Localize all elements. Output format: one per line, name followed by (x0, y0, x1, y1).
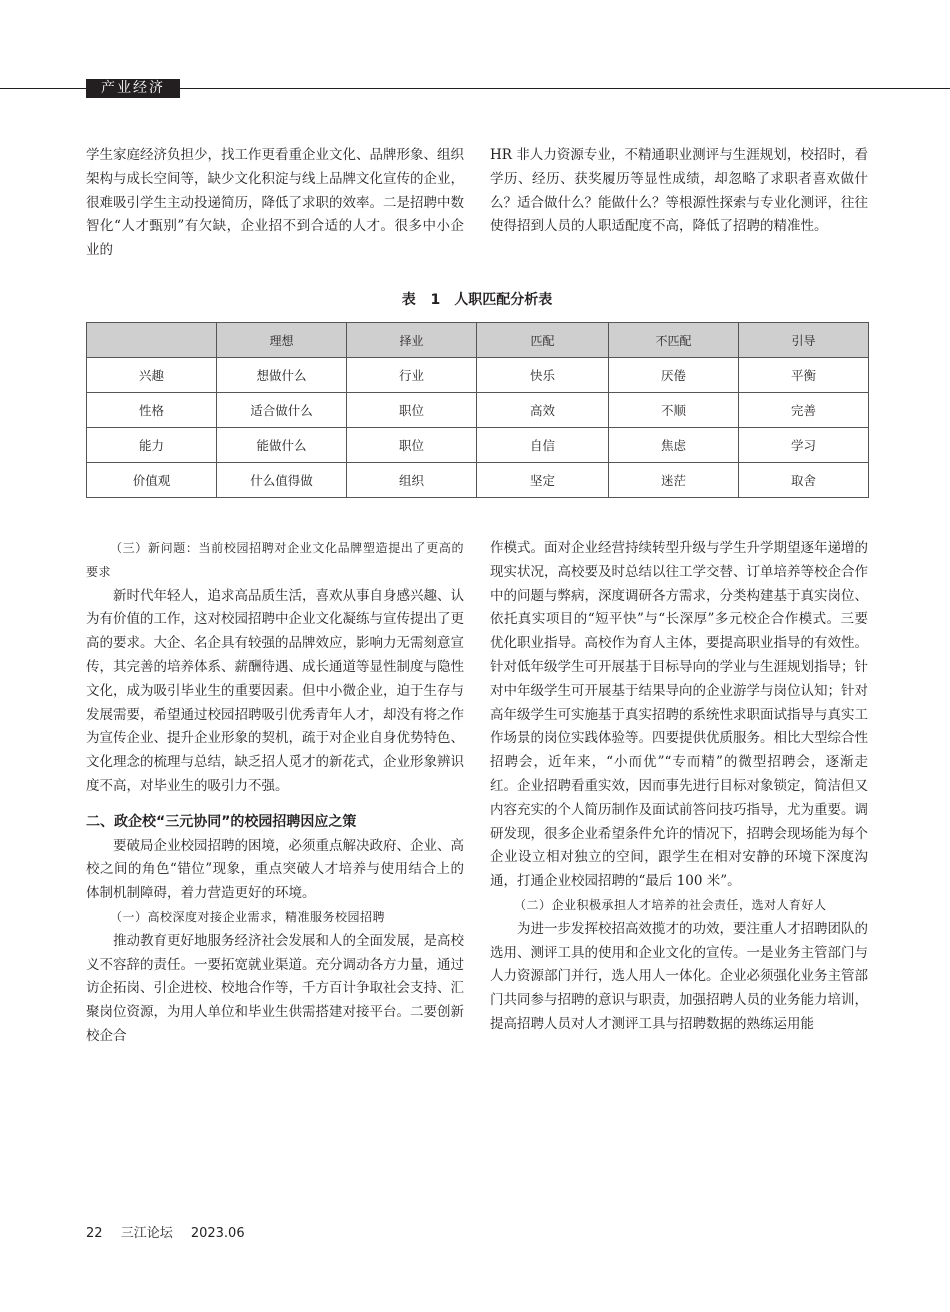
table-cell: 学习 (739, 428, 869, 463)
table-cell: 能力 (87, 428, 217, 463)
subsection-heading: （一）高校深度对接企业需求，精准服务校园招聘 (110, 909, 386, 924)
paragraph: 要破局企业校园招聘的困境，必须重点解决政府、企业、高校之间的角色“错位”现象，重点突破人才培养与使用结合上的体制机制障碍，着力营造更好的环境。 (86, 837, 464, 902)
job-fit-table (86, 322, 869, 498)
table-cell: 不顺 (609, 393, 739, 428)
table-row (87, 393, 869, 428)
paragraph: 推动教育更好地服务经济社会发展和人的全面发展，是高校义不容辞的责任。一要拓宽就业渠道。充分调动各方力量，通过访企拓岗、引企进校、校地合作等，千方百计争取社会支持、汇聚岗位资源，为用人单位和毕业生供需搭建对接平台。二要创新校企合 (86, 932, 464, 1044)
table-cell: 职位 (347, 428, 477, 463)
section-tag: 产业经济 (86, 79, 180, 98)
section-heading: 二、政企校“三元协同”的校园招聘因应之策 (86, 813, 357, 830)
table-cell: 性格 (87, 393, 217, 428)
table-header-cell: 匹配 (477, 323, 609, 358)
paragraph: 新时代年轻人，追求高品质生活，喜欢从事自身感兴趣、认为有价值的工作，这对校园招聘中企业文化凝练与宣传提出了更高的要求。大企、名企具有较强的品牌效应，影响力无需刻意宣传，其完善的培养体系、薪酬待遇、成长通道等显性制度与隐性文化，成为吸引毕业生的重要因素。但中小微企业，迫于生存与发展需要，希望通过校园招聘吸引优秀青年人才，却没有将之作为宣传企业、提升企业形象的契机，疏于对企业自身优势特色、文化理念的梳理与总结，缺乏招人觅才的新花式，企业形象辨识度不高，对毕业生的吸引力不强。 (86, 587, 464, 794)
table-cell: 价值观 (87, 463, 217, 498)
table-cell: 高效 (477, 393, 609, 428)
table-cell: 想做什么 (217, 358, 347, 393)
subsection-heading: （三）新问题：当前校园招聘对企业文化品牌塑造提出了更高的要求 (86, 541, 464, 579)
paragraph: HR 非人力资源专业，不精通职业测评与生涯规划，校招时，看学历、经历、获奖履历等显性成绩，却忽略了求职者喜欢做什么？适合做什么？能做什么？等根源性探索与专业化测评，往往使得招到人员的人职适配度不高，降低了招聘的精准性。 (490, 147, 868, 235)
subsection-heading: （二）企业积极承担人才培养的社会责任，选对人育好人 (514, 897, 827, 912)
bottom-right-column (490, 537, 868, 1037)
table-cell: 坚定 (477, 463, 609, 498)
table-cell: 适合做什么 (217, 393, 347, 428)
table-cell: 行业 (347, 358, 477, 393)
page-footer (86, 1222, 259, 1241)
table-cell: 什么值得做 (217, 463, 347, 498)
paragraph: 学生家庭经济负担少，找工作更看重企业文化、品牌形象、组织架构与成长空间等，缺少文化积淀与线上品牌文化宣传的企业，很难吸引学生主动投递简历，降低了求职的效率。二是招聘中数智化“人才甄别”有欠缺，企业招不到合适的人才。很多中小企业的 (86, 147, 464, 259)
page-number: 22 (86, 1226, 103, 1241)
table-cell: 完善 (739, 393, 869, 428)
table-header-cell: 理想 (217, 323, 347, 358)
journal-name: 三江论坛 (120, 1226, 173, 1241)
table-cell: 焦虑 (609, 428, 739, 463)
table-cell: 取舍 (739, 463, 869, 498)
table-cell: 组织 (347, 463, 477, 498)
paragraph: 作模式。面对企业经营持续转型升级与学生升学期望逐年递增的现实状况，高校要及时总结以往工学交替、订单培养等校企合作中的问题与弊病，深度调研各方需求，分类构建基于真实岗位、依托真实项目的“短平快”与“长深厚”多元校企合作模式。三要优化职业指导。高校作为育人主体，要提高职业指导的有效性。针对低年级学生可开展基于目标导向的学业与生涯规划指导；针对中年级学生可开展基于结果导向的企业游学与岗位认知；针对高年级学生可实施基于真实招聘的系统性求职面试指导与真实工作场景的岗位实践体验等。四要提供优质服务。相比大型综合性招聘会，近年来，“小而优”“专而精”的微型招聘会，逐渐走红。企业招聘看重实效，因而事先进行目标对象锁定，简洁但又内容充实的个人简历制作及面试前答问技巧指导，尤为重要。调研发现，很多企业希望条件允许的情况下，招聘会现场能为每个企业设立相对独立的空间，跟学生在相对安静的环境下深度沟通，打通企业校园招聘的“最后 100 米”。 (490, 540, 868, 890)
table-header-cell: 择业 (347, 323, 477, 358)
table-header-row (87, 323, 869, 358)
table-cell: 能做什么 (217, 428, 347, 463)
table-header-cell: 引导 (739, 323, 869, 358)
paragraph: 为进一步发挥校招高效揽才的功效，要注重人才招聘团队的选用、测评工具的使用和企业文化的宣传。一是业务主管部门与人力资源部门并行，选人用人一体化。企业必须强化业务主管部门共同参与招聘的意识与职责，加强招聘人员的业务能力培训，提高招聘人员对人才测评工具与招聘数据的熟练运用能 (490, 920, 868, 1032)
table-cell: 快乐 (477, 358, 609, 393)
table-header-cell: 不匹配 (609, 323, 739, 358)
table-cell: 自信 (477, 428, 609, 463)
table-header-cell (87, 323, 217, 358)
table-row (87, 358, 869, 393)
table-row (87, 463, 869, 498)
table-cell: 兴趣 (87, 358, 217, 393)
issue-number: 2023.06 (190, 1226, 245, 1241)
table-cell: 厌倦 (609, 358, 739, 393)
top-left-column (86, 144, 464, 263)
table-caption: 表 1 人职匹配分析表 (401, 292, 553, 308)
table-cell: 职位 (347, 393, 477, 428)
table-row (87, 428, 869, 463)
top-right-column (490, 144, 868, 239)
table-cell: 平衡 (739, 358, 869, 393)
bottom-left-column (86, 537, 464, 1049)
table-cell: 迷茫 (609, 463, 739, 498)
